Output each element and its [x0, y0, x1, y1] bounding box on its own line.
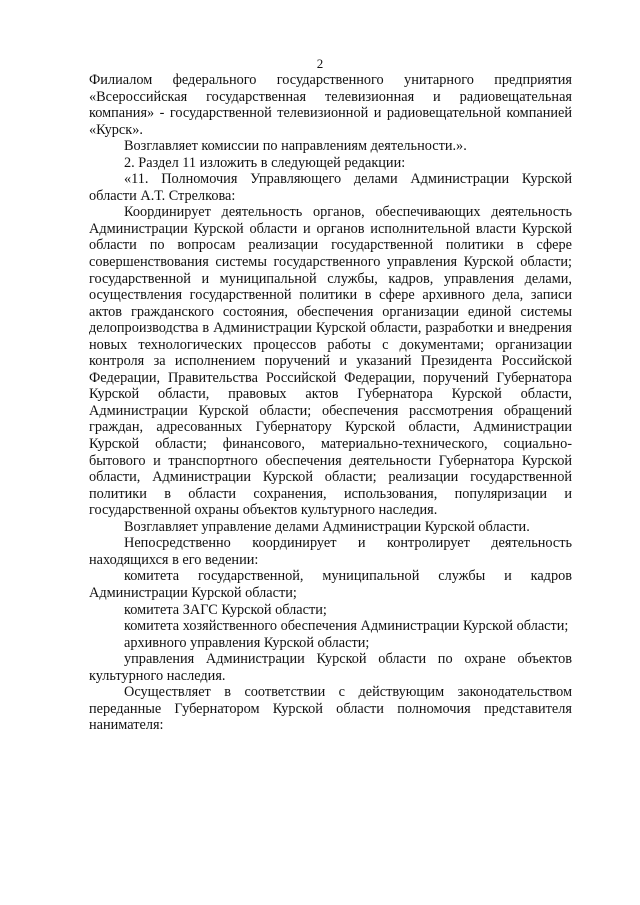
paragraph-section-11-amendment: 2. Раздел 11 изложить в следующей редакции: — [124, 154, 406, 171]
document-body — [89, 72, 572, 734]
paragraph-heads-commissions: Возглавляет комиссии по направлениям деятельности.». — [124, 138, 467, 155]
paragraph-coordinates-activities: Координирует деятельность органов, обеспечивающих деятельность Администрации Курской области и органов исполнительной власти Курской области по вопросам реализации государственной политики в сфере совершенствования системы государственного управления Курской области; государственной и муниципальной службы, кадров, управления делами, осуществления государственной политики в сфере архивного дела, записи актов гражданского состояния, обеспечения организации единой системы делопроизводства в Администрации Курской области, разработки и внедрения новых технологических процессов работы с документами; организации контроля за исполнением поручений и указаний Президента Российской Федерации, Правительства Российской Федерации, поручений Губернатора Курской области, правовых актов Губернатора Курской области, Администрации Курской области; обеспечения рассмотрения обращений граждан, адресованных Губернатору Курской области, Администрации Курской области; финансового, материально-технического, социально-бытового и транспортного обеспечения деятельности Губернатора Курской области, Администрации Курской области; реализации государственной политики в области сохранения, использования, популяризации и государственной охраны объектов культурного наследия. — [89, 204, 572, 519]
list-item-civil-service-committee: комитета государственной, муниципальной службы и кадров Администрации Курской области; — [89, 568, 572, 601]
list-item-zags-committee: комитета ЗАГС Курской области; — [124, 601, 327, 618]
list-item-economic-support-committee: комитета хозяйственного обеспечения Администрации Курской области; — [124, 618, 569, 635]
paragraph-tv-company-branch: Филиалом федерального государственного унитарного предприятия «Всероссийская государственная телевизионная и радиовещательная компания» - государственной телевизионной и радиовещательной компанией «Курск». — [89, 72, 572, 138]
page-number: 2 — [316, 56, 324, 71]
paragraph-directly-coordinates: Непосредственно координирует и контролирует деятельность находящихся в его ведении: — [89, 535, 572, 568]
paragraph-section-11-title: «11. Полномочия Управляющего делами Администрации Курской области А.Т. Стрелкова: — [89, 171, 572, 204]
list-item-archive-department: архивного управления Курской области; — [124, 634, 370, 651]
paragraph-heads-administration: Возглавляет управление делами Администрации Курской области. — [124, 518, 530, 535]
paragraph-employer-powers: Осуществляет в соответствии с действующим законодательством переданные Губернатором Курской области полномочия представителя нанимателя: — [89, 684, 572, 734]
list-item-cultural-heritage-department: управления Администрации Курской области по охране объектов культурного наследия. — [89, 651, 572, 684]
